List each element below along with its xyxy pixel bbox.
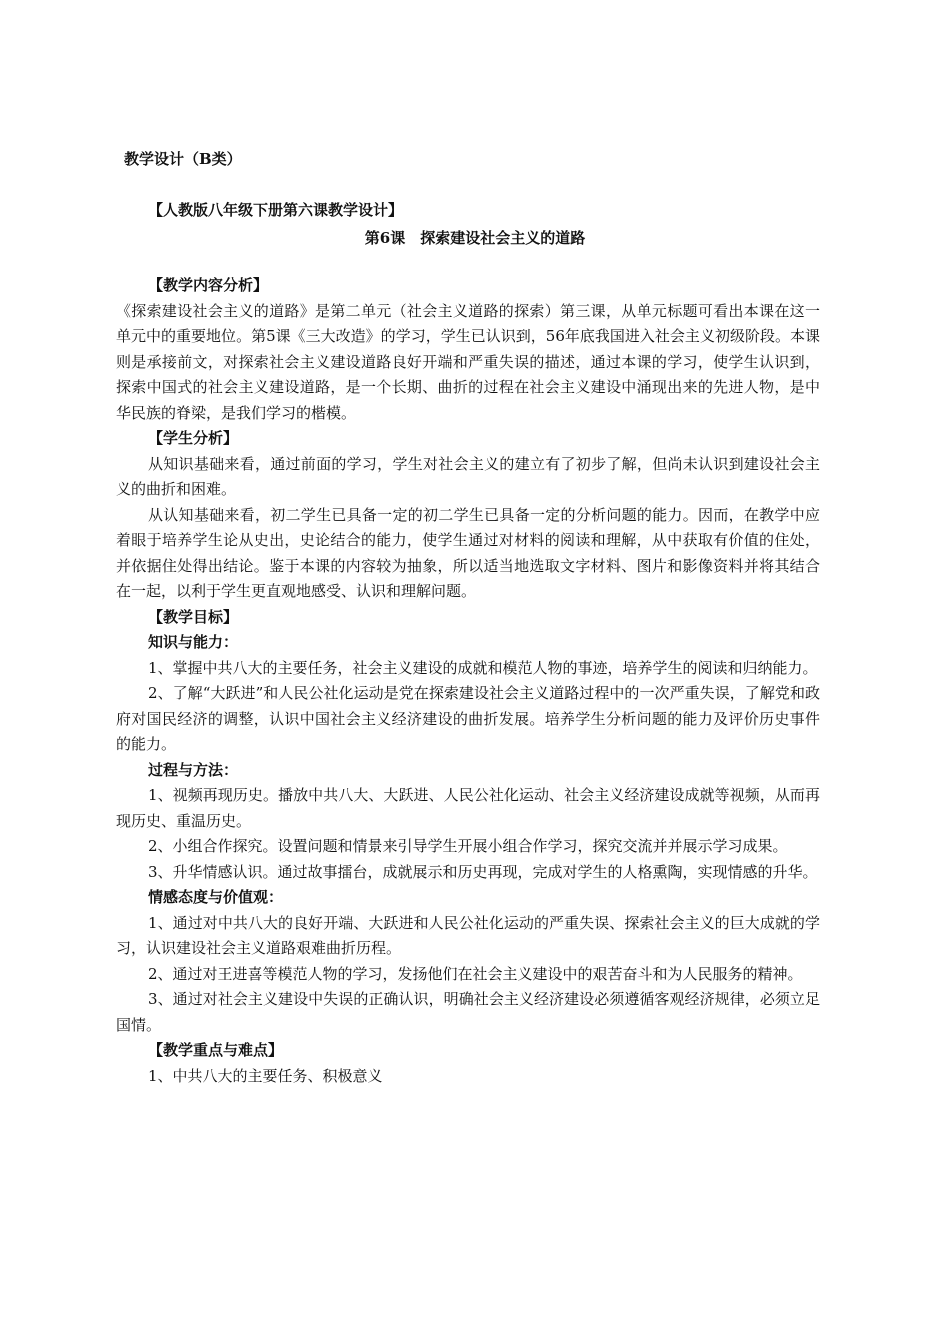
knowledge-item: 1、掌握中共八大的主要任务，社会主义建设的成就和模范人物的事迹，培养学生的阅读和归纳能力。 xyxy=(148,658,818,677)
student-analysis-heading: 【学生分析】 xyxy=(148,429,239,447)
document-body xyxy=(116,273,820,1089)
values-item: 1、通过对中共八大的良好开端、大跃进和人民公社化运动的严重失误、探索社会主义的巨大成就的学习，认识建设社会主义道路艰难曲折历程。 xyxy=(116,913,820,957)
knowledge-subheading: 知识与能力： xyxy=(148,633,239,651)
values-item: 3、通过对社会主义建设中失误的正确认识，明确社会主义经济建设必须遵循客观经济规律，必须立足国情。 xyxy=(116,990,820,1034)
key-points-heading: 【教学重点与难点】 xyxy=(148,1041,284,1059)
book-title: 【人教版八年级下册第六课教学设计】 xyxy=(148,201,404,219)
values-subheading: 情感态度与价值观： xyxy=(148,888,284,906)
document-type-label: 教学设计（B类） xyxy=(124,150,242,168)
values-item: 2、通过对王进喜等模范人物的学习，发扬他们在社会主义建设中的艰苦奋斗和为人民服务的精神。 xyxy=(148,964,803,983)
lesson-title: 第6课 探索建设社会主义的道路 xyxy=(364,229,586,247)
process-item: 2、小组合作探究。设置问题和情景来引导学生开展小组合作学习，探究交流并并展示学习成果。 xyxy=(148,837,788,855)
process-item: 3、升华情感认识。通过故事擂台，成就展示和历史再现，完成对学生的人格熏陶，实现情感的升华。 xyxy=(148,862,818,881)
process-subheading: 过程与方法： xyxy=(148,760,239,779)
student-analysis-paragraph: 从认知基础来看，初二学生已具备一定的初二学生已具备一定的分析问题的能力。因而，在教学中应着眼于培养学生论从史出，史论结合的能力，使学生通过对材料的阅读和理解，从中获取有价值的住处，并依据住处得出结论。鉴于本课的内容较为抽象，所以适当地选取文字材料、图片和影像资料并将其结合在一起，以利于学生更直观地感受、认识和理解问题。 xyxy=(116,505,820,600)
student-analysis-paragraph: 从知识基础来看，通过前面的学习，学生对社会主义的建立有了初步了解，但尚未认识到建设社会主义的曲折和困难。 xyxy=(116,454,820,498)
process-item: 1、视频再现历史。播放中共八大、大跃进、人民公社化运动、社会主义经济建设成就等视频，从而再现历史、重温历史。 xyxy=(116,786,820,830)
key-points-item: 1、中共八大的主要任务、积极意义 xyxy=(148,1066,383,1085)
content-analysis-text: 《探索建设社会主义的道路》是第二单元（社会主义道路的探索）第三课，从单元标题可看出本课在这一单元中的重要地位。第5课《三大改造》的学习，学生已认识到，56年底我国进入社会主义初级阶段。本课则是承接前文，对探索社会主义建设道路良好开端和严重失误的描述，通过本课的学习，使学生认识到，探索中国式的社会主义建设道路，是一个长期、曲折的过程在社会主义建设中涌现出来的先进人物，是中华民族的脊梁，是我们学习的楷模。 xyxy=(116,301,820,422)
objectives-heading: 【教学目标】 xyxy=(148,607,239,626)
content-analysis-heading: 【教学内容分析】 xyxy=(148,276,269,294)
knowledge-item: 2、了解“大跃进”和人民公社化运动是党在探索建设社会主义道路过程中的一次严重失误，了解党和政府对国民经济的调整，认识中国社会主义经济建设的曲折发展。培养学生分析问题的能力及评价历史事件的能力。 xyxy=(116,684,820,753)
